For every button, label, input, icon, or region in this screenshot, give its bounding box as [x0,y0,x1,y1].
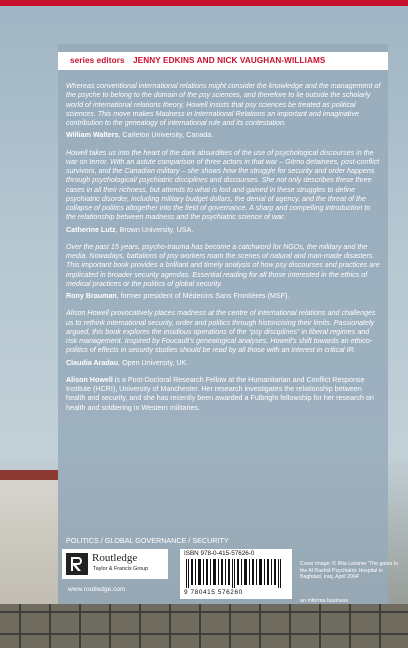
author-name: Alison Howell [66,375,113,384]
series-editors-names: JENNY EDKINS AND NICK VAUGHAN-WILLIAMS [133,56,326,65]
endorsements [66,82,382,413]
gate-fence-photo [0,604,408,648]
author-bio [66,376,382,413]
routledge-logo-icon [66,553,88,575]
cover-image-credit: Cover image: © Rita Leistner 'The gates to the Al Rashid Psychiatric Hospital in Baghdad, Iraq, April 2004' [300,561,398,581]
reviewer-affiliation: , Open University, UK. [118,358,189,367]
review-quote: Over the past 15 years, psycho-trauma has become a catchword for NGOs, the military and the media. Nowadays, battalions of psy workers roam the scenes of natural and man-made disasters. This important book provides a brilliant and timely analysis of how psy discourses and practices are implicated in broader security agendas. Essential reading for all those interested in the ethics of medical practices or the politics of global security. [66,242,380,288]
reviewer-affiliation: , former president of Médecins Sans Frontières (MSF). [116,292,290,300]
isbn-barcode [180,549,292,599]
publisher-name: Routledge [92,552,138,564]
barcode-digits: 9 780415 576260 [184,589,243,596]
reviewer-name: Rony Brauman [66,292,117,300]
reviewer-name: Claudia Aradau [66,358,119,367]
publisher-logo-box [62,549,168,579]
publisher-url: www.routledge.com [68,586,126,593]
building-roof [0,470,58,480]
review-attribution [66,292,382,301]
top-red-band [0,0,408,6]
author-bio-text: is a Post-Doctoral Research Fellow at the Humanitarian and Conflict Response Institute (HCRI), University of Manchester. Her research investigates the relationship between health and security, and she has recently been awarded a Fulbright fellowship for her research on health and soldiering in Western militaries. [66,375,374,412]
reviewer-affiliation: , Carleton University, Canada. [118,131,214,140]
review-quote: Alison Howell provocatively places madness at the centre of international relations and challenges us to rethink international security, order and politics through historicising their limits. Passionately argued, this book explores the insidious operations of the “psy disciplines” in liberal regimes and risk management. Inspired by Foucault’s genealogical analyses, Howell’s shift towards an ethico-politics of effects in security studies should be read by all those with an interest in critical IR. [66,309,376,355]
review-attribution [66,226,382,235]
review-attribution [66,359,382,368]
review-quote: Howell takes us into the heart of the dark absurdities of the use of psychological discourses in the war on terror. With an astute comparison of three actors in that war – Gitmo detainees, post-conflict survivors, and the Canadian military – she shows how the struggle for security and order happens through psychological/ psychiatric disciplines and discourses. She not only describes these three cases in all their richness, but attends to what is lost and gained in these struggles to define psychiatric disorder, including military budget dollars, the denial of agency, and the threat of the collapse of politics altogether into the field of governance. A sharp and compelling introduction to the relationship between madness and the psychiatric science of war. [66,148,380,222]
subject-categories: POLITICS / GLOBAL GOVERNANCE / SECURITY [66,536,229,545]
review-attribution [66,131,382,140]
isbn-label: ISBN 978-0-415-57626-0 [184,550,255,557]
series-editors-label: series editors [70,56,125,65]
series-editors-bar [58,52,388,70]
publisher-group: Taylor & Francis Group [93,566,149,572]
review-quote: Whereas conventional international relations might consider the knowledge and the management of the psyche to belong to the domain of the psy sciences, and therefore to lie outside the scholarly world of international relations theory, Howell insists that psy sciences be treated as political sciences. This move makes Madness in International Relations an important and imaginative contribution to the genealogy of international rule and its contestation. [66,82,381,127]
informa-tagline: an informa business [300,598,349,604]
reviewer-name: Catherine Lutz [66,225,116,234]
reviewer-name: William Walters [66,131,119,140]
barcode-icon [186,559,286,588]
reviewer-affiliation: , Brown University, USA. [115,225,194,234]
